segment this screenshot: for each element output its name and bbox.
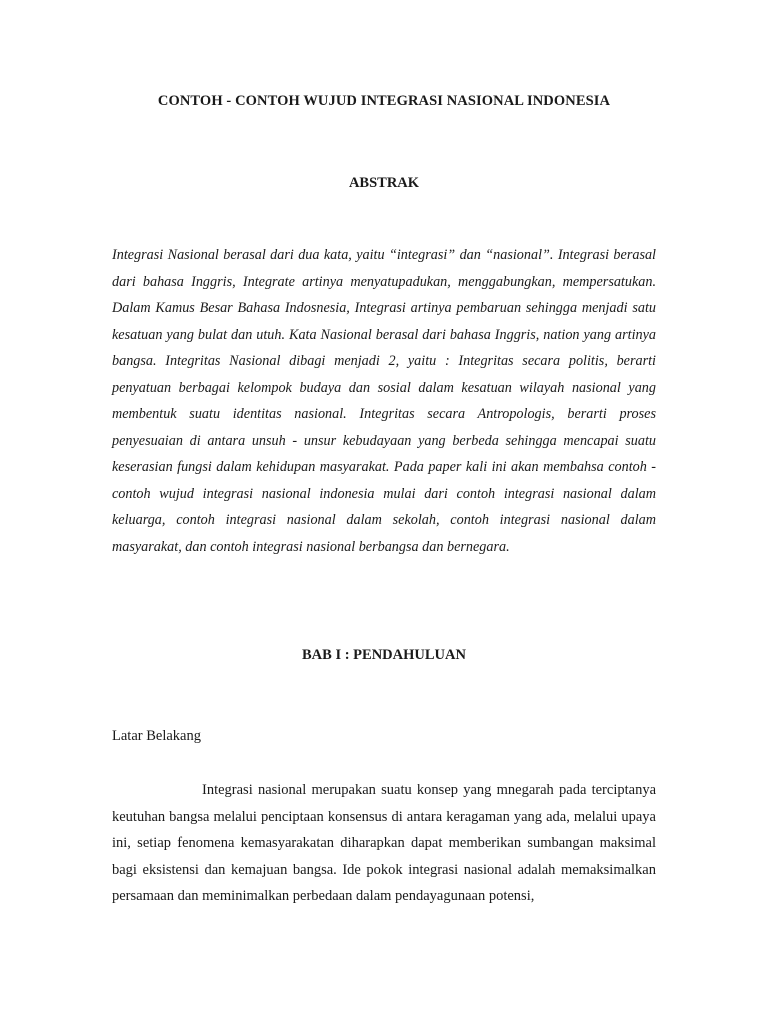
chapter-heading: BAB I : PENDAHULUAN <box>302 647 466 663</box>
section-heading: Latar Belakang <box>112 728 201 744</box>
body-paragraph: Integrasi nasional merupakan suatu konsep yang mnegarah pada terciptanya keutuhan bangsa melalui penciptaan konsensus di antara keragaman yang ada, melalui upaya ini, setiap fenomena kemasyarakatan diharapkan dapat memberikan sumbangan maksimal bagi eksistensi dan kemajuan bangsa. Ide pokok integrasi nasional adalah memaksimalkan persamaan dan meminimalkan perbedaan dalam pendayagunaan potensi, <box>112 782 656 904</box>
abstract-paragraph: Integrasi Nasional berasal dari dua kata, yaitu “integrasi” dan “nasional”. Integrasi berasal dari bahasa Inggris, Integrate artinya menyatupadukan, menggabungkan, mempersatukan. Dalam Kamus Besar Bahasa Indosnesia, Integrasi artinya pembaruan sehingga menjadi satu kesatuan yang bulat dan utuh. Kata Nasional berasal dari bahasa Inggris, nation yang artinya bangsa. Integritas Nasional dibagi menjadi 2, yaitu : Integritas secara politis, berarti penyatuan berbagai kelompok budaya dan sosial dalam kesatuan wilayah nasional yang membentuk suatu identitas nasional. Integritas secara Antropologis, berarti proses penyesuaian di antara unsuh - unsur kebudayaan yang berbeda sehingga mencapai suatu keserasian fungsi dalam kehidupan masyarakat. Pada paper kali ini akan membahsa contoh - contoh wujud integrasi nasional indonesia mulai dari contoh integrasi nasional dalam keluarga, contoh integrasi nasional dalam sekolah, contoh integrasi nasional dalam masyarakat, dan contoh integrasi nasional berbangsa dan bernegara. <box>112 247 656 555</box>
document-title: CONTOH - CONTOH WUJUD INTEGRASI NASIONAL INDONESIA <box>157 93 611 109</box>
abstract-heading: ABSTRAK <box>348 175 420 191</box>
